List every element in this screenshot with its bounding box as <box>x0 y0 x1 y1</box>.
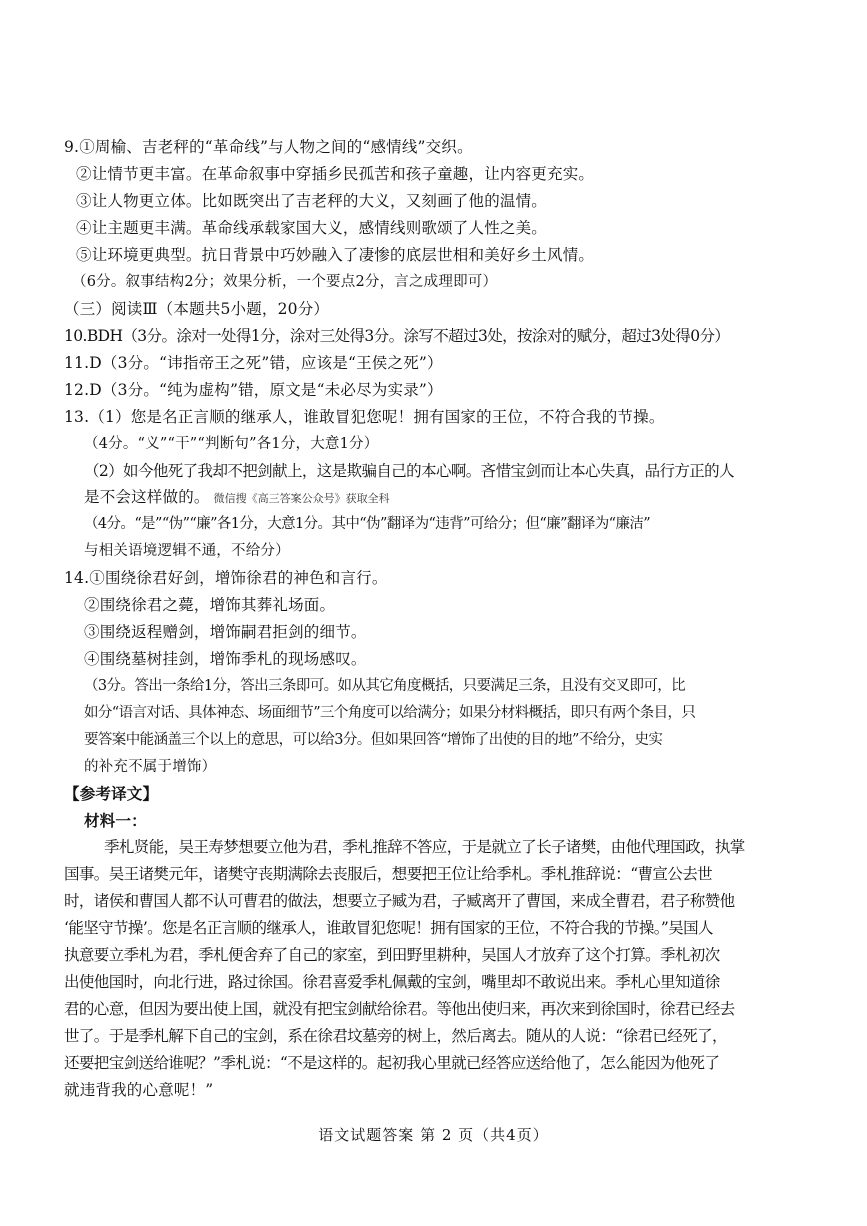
q11-answer: 11.D（3分。“讳指帝王之死”错，应该是“王侯之死”） <box>64 354 443 372</box>
q13-line-2b: 是不会这样做的。 <box>84 488 210 506</box>
translation-line-5: 执意要立季札为君，季札便舍弃了自己的家室，到田野里耕种，吴国人才放弃了这个打算。季札初次 <box>64 946 720 964</box>
translation-line-8: 世了。于是季札解下自己的宝剑，系在徐君坟墓旁的树上，然后离去。随从的人说：“徐君已经死了， <box>64 1027 727 1045</box>
q13-note-2b: 与相关语境逻辑不通，不给分） <box>84 543 290 559</box>
q9-line-4: ④让主题更丰满。革命线承载家国大义，感情线则歌颂了人性之美。 <box>76 219 548 237</box>
q14-line-4: ④围绕墓树挂剑，增饰季札的现场感叹。 <box>84 650 367 668</box>
translation-line-7: 君的心意，但因为要出使上国，就没有把宝剑献给徐君。等他出使归来，再次来到徐国时，徐君已经去 <box>64 1000 735 1018</box>
q9-line-2: ②让情节更丰富。在革命叙事中穿插乡民孤苦和孩子童趣，让内容更充实。 <box>76 165 595 183</box>
q9-line-3: ③让人物更立体。比如既突出了吉老秤的大义，又刻画了他的温情。 <box>76 192 548 210</box>
q13-note-1: （4分。“义”“干”“判断句”各1分，大意1分） <box>84 436 379 452</box>
q9-line-1: 9.①周榆、吉老秤的“革命线”与人物之间的“感情线”交织。 <box>64 138 473 156</box>
q14-line-3: ③围绕返程赠剑，增饰嗣君拒剑的细节。 <box>84 623 367 641</box>
material-label: 材料一： <box>84 811 147 830</box>
q9-line-5: ⑤让环境更典型。抗日背景中巧妙融入了凄惨的底层世相和美好乡土风情。 <box>76 246 595 264</box>
translation-line-6: 出使他国时，向北行进，路过徐国。徐君喜爱季札佩戴的宝剑，嘴里却不敢说出来。季札心里知道徐 <box>64 973 720 991</box>
translation-line-2: 国事。吴王诸樊元年，诸樊守丧期满除去丧服后，想要把王位让给季札。季札推辞说：“曹宣公去世 <box>64 865 713 883</box>
translation-line-10: 就违背我的心意呢！” <box>64 1081 214 1099</box>
q13-note-2a: （4分。“是”“伪”“廉”各1分，大意1分。其中“伪”翻译为“违背”可给分；但“廉”翻译为“廉洁” <box>84 516 651 532</box>
q14-note-1: （3分。答出一条给1分，答出三条即可。如从其它角度概括，只要满足三条，且没有交叉即可，比 <box>84 678 686 694</box>
translation-heading: 【参考译文】 <box>64 784 159 803</box>
watermark-text: 微信搜《高三答案公众号》获取全科 <box>213 492 390 505</box>
translation-line-3: 时，诸侯和曹国人都不认可曹君的做法，想要立子臧为君，子臧离开了曹国，来成全曹君，君子称赞他 <box>64 892 735 910</box>
q12-answer: 12.D（3分。“纯为虚构”错，原文是“未必尽为实录”） <box>64 381 443 399</box>
q14-line-1: 14.①围绕徐君好剑，增饰徐君的神色和言行。 <box>64 569 388 587</box>
section-heading: （三）阅读Ⅲ（本题共5小题，20分） <box>64 300 330 318</box>
q13-line-2a: （2）如今他死了我却不把剑献上，这是欺骗自己的本心啊。吝惜宝剑而让本心失真，品行方正的人 <box>84 462 734 480</box>
translation-line-4: ‘能坚守节操’。您是名正言顺的继承人，谁敢冒犯您呢！拥有国家的王位，不符合我的节操。”吴国人 <box>64 919 713 937</box>
q14-note-3: 要答案中能涵盖三个以上的意思，可以给3分。但如果回答“增饰了出使的目的地”不给分，史实 <box>84 732 663 748</box>
q14-note-2: 如分“语言对话、具体神态、场面细节”三个角度可以给满分；如果分材料概括，即只有两个条目，只 <box>84 705 696 721</box>
q13-line-2b-row <box>84 484 390 510</box>
page-footer: 语文试题答案 第 2 页（共4页） <box>318 1126 549 1144</box>
translation-line-1: 季札贤能，吴王寿梦想要立他为君，季札推辞不答应，于是就立了长子诸樊，由他代理国政，执掌 <box>104 838 745 856</box>
q9-scoring-note: （6分。叙事结构2分；效果分析，一个要点2分，言之成理即可） <box>72 274 498 290</box>
translation-line-9: 还要把宝剑送给谁呢？”季札说：“不是这样的。起初我心里就已经答应送给他了，怎么能因为他死了 <box>64 1054 720 1072</box>
q13-line-1: 13.（1）您是名正言顺的继承人，谁敢冒犯您呢！拥有国家的王位，不符合我的节操。 <box>64 408 665 426</box>
q14-line-2: ②围绕徐君之薨，增饰其葬礼场面。 <box>84 596 336 614</box>
q10-answer: 10.BDH（3分。涂对一处得1分，涂对三处得3分。涂写不超过3处，按涂对的赋分，超过3处得0分） <box>64 327 730 345</box>
q14-note-4: 的补充不属于增饰） <box>84 759 217 775</box>
